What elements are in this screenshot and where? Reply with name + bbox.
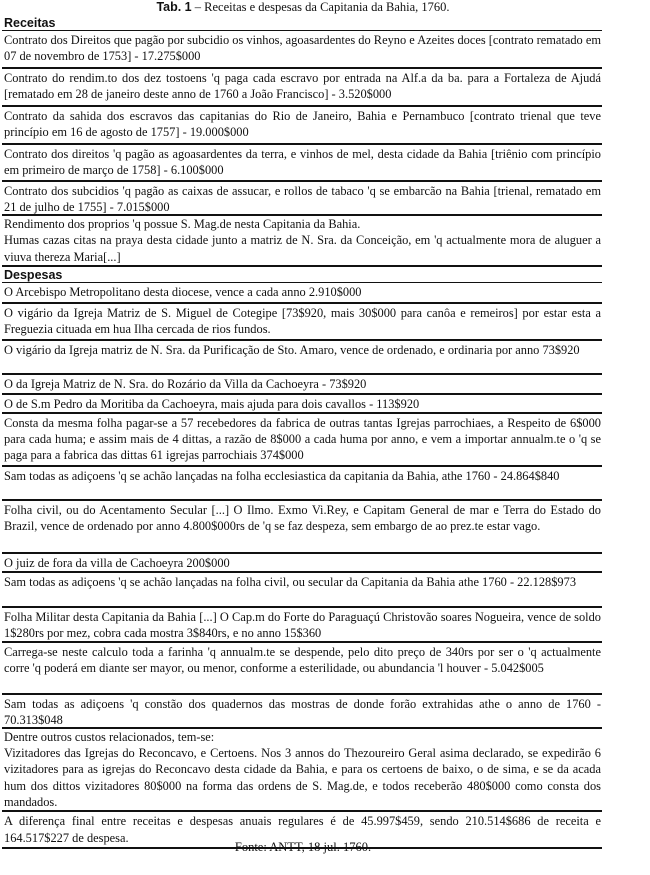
despesa-row: Folha civil, ou do Acentamento Secular [...] O Ilmo. Exmo Vi.Rey, e Capitam General de mar e Terra do Estado do Brazil, vence de ordenado por anno 4.800$000rs de 'q se faz despeza, sem embargo de ao prez.te estar vago. bbox=[2, 499, 602, 552]
despesa-row: O juiz de fora da villa de Cachoeyra 200$000 bbox=[2, 552, 602, 571]
receita-row: Contrato da sahida dos escravos das capitanias do Rio de Janeiro, Bahia e Pernambuco [contrato trienal que teve princípio em 16 de agosto de 1757] - 19.000$000 bbox=[2, 105, 602, 143]
receita-row: Contrato do rendim.to dos dez tostoens 'q paga cada escravo por entrada na Alf.a da ba. para a Fortaleza de Ajudá [rematado em 28 de janeiro deste anno de 1760 a João Francisco] - 3.520$000 bbox=[2, 67, 602, 105]
table-label: Tab. 1 bbox=[156, 0, 192, 14]
receita-row: Contrato dos subcidios 'q pagão as caixas de assucar, e rollos de tabaco 'q se embarcão na Bahia [trienal, rematado em 21 de julho de 1755] - 7.015$000 bbox=[2, 180, 602, 214]
outros-intro: Dentre outros custos relacionados, tem-se: bbox=[4, 729, 215, 744]
despesa-row: O de S.m Pedro da Moritiba da Cachoeyra, mais ajuda para dois cavallos - 113$920 bbox=[2, 393, 602, 412]
despesa-row: O Arcebispo Metropolitano desta diocese, vence a cada anno 2.910$000 bbox=[4, 284, 362, 299]
despesas-heading: Despesas bbox=[2, 267, 602, 283]
despesa-row: Folha Militar desta Capitania da Bahia [...] O Cap.m do Forte do Paraguaçú Christovão soares Nogueira, vence de soldo 1$280rs por mez, cobra cada mostra 3$840rs, e no anno 15$360 bbox=[2, 606, 602, 641]
receita-row: Contrato dos Direitos que pagão por subcidio os vinhos, agoasardentes do Reyno e Azeites doces [contrato rematado em 07 de novembro de 1753] - 17.275$000 bbox=[4, 33, 601, 64]
despesa-row: Sam todas as adiçoens 'q se achão lançadas na folha civil, ou secular da Capitania da Bahia athe 1760 - 22.128$973 bbox=[2, 571, 602, 606]
final-difference: A diferença final entre receitas e despesas anuais regulares é de 45.997$459, sendo 210.514$686 de receita e 164.517$227 de despesa. bbox=[2, 812, 602, 849]
table-caption bbox=[0, 0, 606, 15]
revenue-expense-table bbox=[2, 15, 602, 849]
vizitadores-text: Vizitadores das Igrejas do Reconcavo, e Certoens. Nos 3 annos do Thezoureiro Geral asima declarado, se expedirão 6 vizitadores para as igrejas do Reconcavo desta cidade da Bahia, e para os certoens de baixo, o de sima, e se da acada hum dos dittos vizitadores 80$000 na forma das ordens de S. Mag.de, e todos receberão 480$000 como consta dos mandados. bbox=[4, 746, 601, 810]
despesa-row: O da Igreja Matriz de N. Sra. do Rozário da Villa da Cachoeyra - 73$920 bbox=[2, 373, 602, 393]
despesa-row: Sam todas as adiçoens 'q se achão lançadas na folha ecclesiastica da capitania da Bahia, athe 1760 - 24.864$840 bbox=[2, 465, 602, 499]
despesa-row: Consta da mesma folha pagar-se a 57 recebedores da fabrica de outras tantas Igrejas parrochiaes, a Respeito de 6$000 para cada huma; e assim mais de 4 dittas, a razão de 8$000 a cada huma por anno, e vem a importar annualm.te o 'q se paga para a fabrica das dittas 61 igrejas parrochiais 374$000 bbox=[2, 412, 602, 465]
receitas-heading: Receitas bbox=[2, 15, 602, 31]
proprios-line: Humas cazas citas na praya desta cidade junto a matriz de N. Sra. da Conceição, em 'q actualmente mora de aluguer a viuva thereza Maria[...] bbox=[4, 233, 601, 264]
despesa-row: Carrega-se neste calculo toda a farinha 'q annualm.te se despende, pelo dito preço de 340rs por ser o 'q actualmente corre 'q poderá em diante ser mayor, ou menor, conforme a esterilidade, ou abundancia 'l houver - 5.042$005 bbox=[2, 641, 602, 693]
proprios-line: Rendimento dos proprios 'q possue S. Mag.de nesta Capitania da Bahia. bbox=[4, 217, 361, 231]
despesa-row: O vigário da Igreja matriz de N. Sra. da Purificação de Sto. Amaro, vence de ordenado, e ordinaria por anno 73$920 bbox=[2, 339, 602, 373]
despesa-row: Sam todas as adiçoens 'q constão dos quadernos das mostras de donde forão extrahidas athe o anno de 1760 - 70.313$048 bbox=[2, 693, 602, 727]
table-title: – Receitas e despesas da Capitania da Bahia, 1760. bbox=[191, 0, 450, 14]
source-note: Fonte: ANTT, 18 jul. 1760. bbox=[234, 840, 372, 854]
receita-row: Contrato dos direitos 'q pagão as agoasardentes da terra, e vinhos de mel, desta cidade da Bahia [triênio com princípio em primeiro de março de 1758] - 6.100$000 bbox=[2, 143, 602, 180]
despesa-row: O vigário da Igreja Matriz de S. Miguel de Cotegipe [73$920, mais 30$000 para canôa e remeiros] por estar esta a Freguezia cituada em hua Ilha cercada de rios fundos. bbox=[2, 302, 602, 339]
proprios-block bbox=[2, 214, 602, 267]
outros-custos-block bbox=[2, 727, 602, 812]
